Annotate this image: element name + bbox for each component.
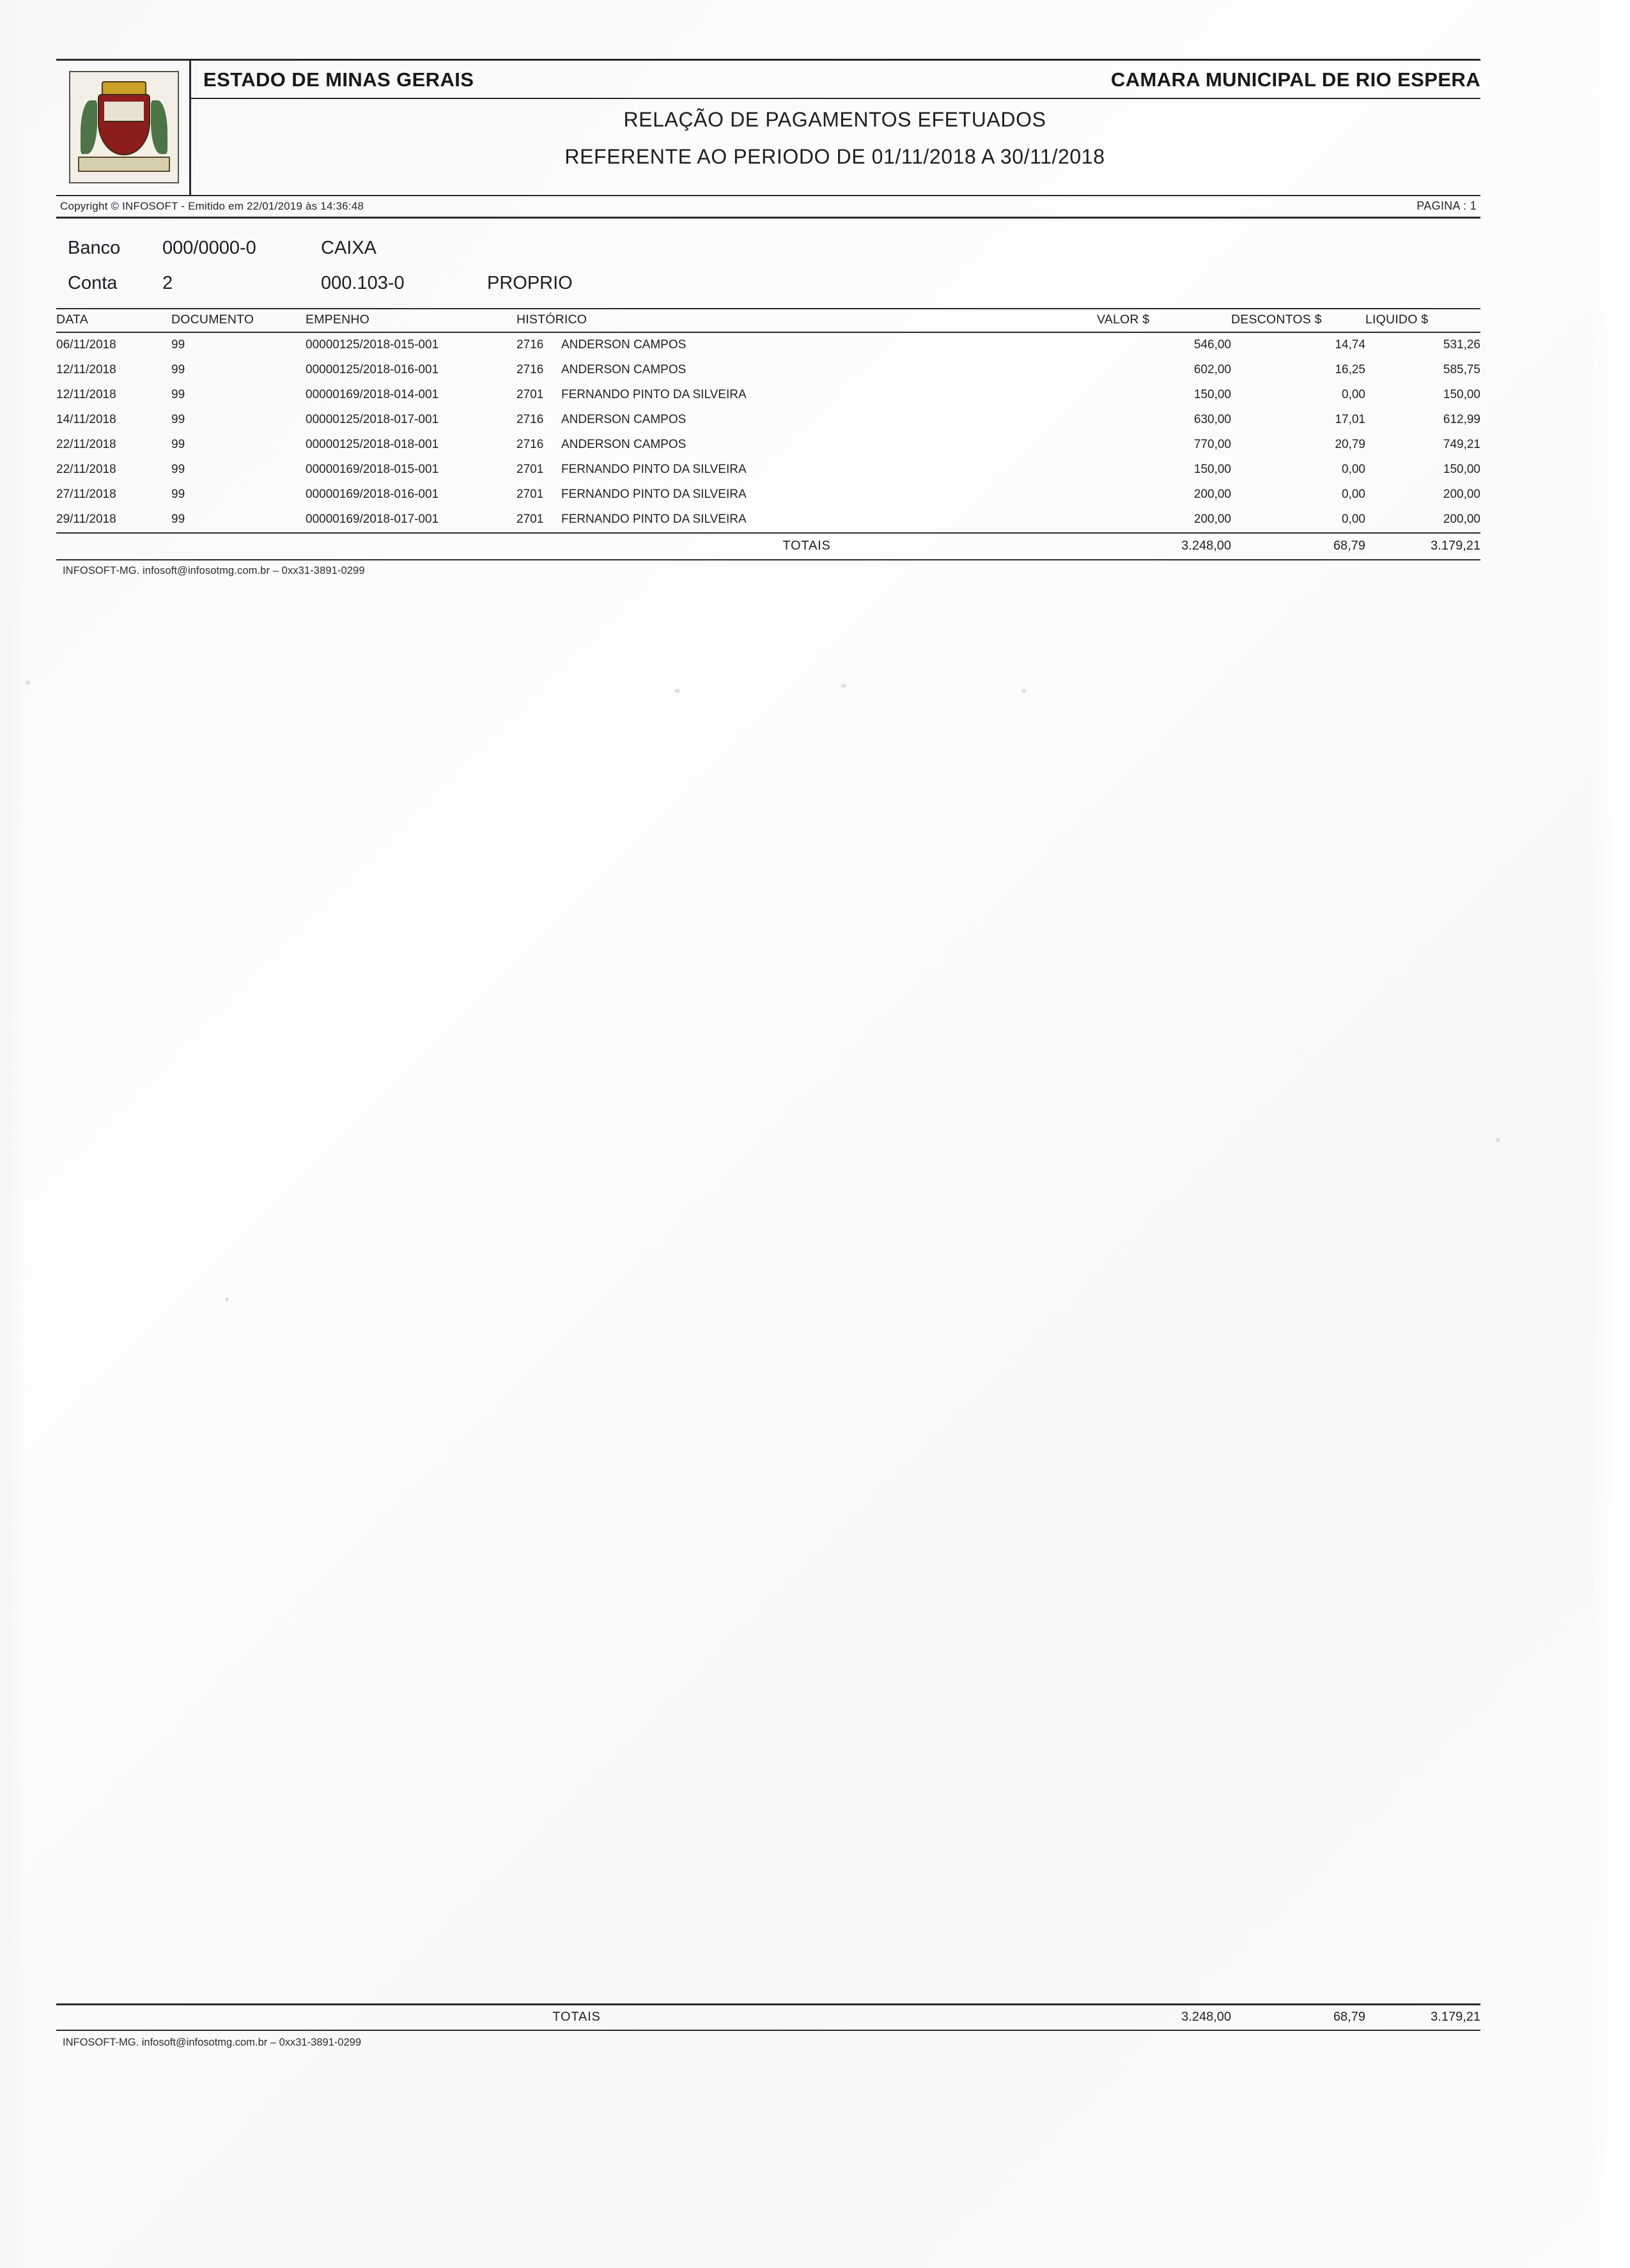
col-header-valor: VALOR $: [1097, 309, 1231, 332]
page-footer-spacer: [56, 2005, 346, 2030]
table-row: [56, 507, 1480, 533]
historico-name: ANDERSON CAMPOS: [561, 363, 687, 376]
scan-speck: [1021, 689, 1027, 693]
cell-liquido: 531,26: [1443, 338, 1480, 351]
col-header-documento: DOCUMENTO: [171, 309, 306, 332]
page-footer-totals-valor: 3.248,00: [1097, 2005, 1231, 2030]
report-header: [56, 59, 1480, 219]
table-row: [56, 433, 1480, 458]
page-footer-spacer-2: [807, 2005, 1097, 2030]
crest-shield: [98, 94, 150, 155]
cell-historico: [516, 408, 1097, 433]
bank-code: 000/0000-0: [162, 238, 256, 258]
cell-historico: [516, 358, 1097, 383]
cell-descontos: 0,00: [1342, 513, 1365, 526]
cell-descontos: 0,00: [1342, 388, 1365, 401]
payments-table-head: [56, 309, 1480, 332]
cell-liquido: 150,00: [1443, 388, 1480, 401]
scan-speck: [1496, 1138, 1500, 1142]
crest-wreath-left: [81, 100, 97, 154]
payments-table-wrap: [56, 308, 1480, 577]
historico-code: 2716: [516, 363, 544, 376]
page-footer: [56, 2003, 1480, 2049]
cell-valor: 200,00: [1193, 488, 1231, 501]
cell-descontos: 14,74: [1335, 338, 1365, 351]
historico-name: FERNANDO PINTO DA SILVEIRA: [561, 513, 747, 526]
col-header-liquido: LIQUIDO $: [1365, 309, 1480, 332]
cell-liquido: 200,00: [1443, 488, 1480, 501]
table-header-row: [56, 309, 1480, 332]
page-footer-totals-descontos: 68,79: [1231, 2005, 1365, 2030]
cell-valor: 630,00: [1193, 413, 1231, 426]
historico-code: 2701: [516, 388, 544, 401]
cell-descontos: 0,00: [1342, 488, 1365, 501]
cell-liquido: 150,00: [1443, 463, 1480, 476]
table-row: [56, 408, 1480, 433]
coat-of-arms-icon: [69, 71, 179, 183]
cell-empenho: 00000125/2018-018-001: [306, 438, 439, 451]
scan-edge-left: [0, 0, 26, 2268]
cell-documento: 99: [171, 488, 185, 501]
cell-empenho: 00000125/2018-017-001: [306, 413, 439, 426]
scan-edge-right: [1592, 0, 1630, 2268]
section-footer-note: INFOSOFT-MG. infosoft@infosotmg.com.br – 0xx31-3891-0299: [63, 565, 365, 576]
historico-code: 2701: [516, 513, 544, 526]
cell-liquido: 749,21: [1443, 438, 1480, 451]
cell-empenho: 00000125/2018-015-001: [306, 338, 439, 351]
cell-historico: [516, 433, 1097, 458]
cell-empenho: 00000169/2018-015-001: [306, 463, 439, 476]
cell-historico: [516, 507, 1097, 533]
payments-table-body: [56, 332, 1480, 560]
cell-valor: 150,00: [1193, 463, 1231, 476]
copyright-text: Copyright © INFOSOFT - Emitido em 22/01/2019 às 14:36:48: [60, 199, 364, 212]
cell-valor: 770,00: [1193, 438, 1231, 451]
page-number-label: PAGINA : 1: [1417, 199, 1477, 212]
scan-speck: [841, 684, 846, 688]
page-footer-totals-row: [56, 2005, 1480, 2030]
cell-descontos: 17,01: [1335, 413, 1365, 426]
cell-data: 14/11/2018: [56, 413, 116, 426]
entity-title: CAMARA MUNICIPAL DE RIO ESPERA: [1110, 68, 1480, 91]
cell-data: 12/11/2018: [56, 388, 116, 401]
state-title: ESTADO DE MINAS GERAIS: [203, 68, 474, 91]
header-meta-row: [56, 196, 1480, 217]
page-footer-note: INFOSOFT-MG. infosoft@infosotmg.com.br – 0xx31-3891-0299: [63, 2037, 362, 2048]
historico-name: ANDERSON CAMPOS: [561, 413, 687, 426]
page-footer-totals-label: TOTAIS: [346, 2005, 807, 2030]
table-row: [56, 482, 1480, 507]
cell-data: 27/11/2018: [56, 488, 116, 501]
cell-empenho: 00000169/2018-016-001: [306, 488, 439, 501]
account-name: PROPRIO: [487, 273, 573, 293]
cell-documento: 99: [171, 363, 185, 376]
col-header-historico: HISTÓRICO: [516, 309, 1097, 332]
cell-liquido: 612,99: [1443, 413, 1480, 426]
cell-descontos: 0,00: [1342, 463, 1365, 476]
totals-spacer: [56, 533, 516, 560]
cell-data: 06/11/2018: [56, 338, 116, 351]
cell-valor: 200,00: [1193, 513, 1231, 526]
cell-liquido: 200,00: [1443, 513, 1480, 526]
cell-documento: 99: [171, 513, 185, 526]
account-code: 000.103-0: [321, 273, 405, 293]
scan-speck: [225, 1297, 229, 1301]
bank-label: Banco: [68, 238, 121, 258]
cell-empenho: 00000169/2018-014-001: [306, 388, 439, 401]
cell-data: 29/11/2018: [56, 513, 116, 526]
table-row: [56, 332, 1480, 358]
page-footer-totals-table: [56, 2005, 1480, 2031]
totals-label: TOTAIS: [516, 533, 1097, 560]
historico-code: 2716: [516, 338, 544, 351]
col-header-descontos: DESCONTOS $: [1231, 309, 1365, 332]
cell-descontos: 20,79: [1335, 438, 1365, 451]
totals-descontos: 68,79: [1231, 533, 1365, 560]
cell-liquido: 585,75: [1443, 363, 1480, 376]
historico-code: 2701: [516, 488, 544, 501]
account-number: 2: [162, 273, 173, 293]
historico-name: ANDERSON CAMPOS: [561, 438, 687, 451]
crest-ribbon: [78, 157, 170, 172]
bank-name: CAIXA: [321, 238, 377, 258]
cell-data: 22/11/2018: [56, 438, 116, 451]
bank-line: [68, 238, 1480, 259]
report-period: REFERENTE AO PERIODO DE 01/11/2018 A 30/11/2018: [564, 145, 1105, 168]
cell-documento: 99: [171, 463, 185, 476]
report-title: RELAÇÃO DE PAGAMENTOS EFETUADOS: [623, 108, 1046, 131]
cell-documento: 99: [171, 388, 185, 401]
cell-historico: [516, 482, 1097, 507]
cell-documento: 99: [171, 338, 185, 351]
table-row: [56, 383, 1480, 408]
historico-name: FERNANDO PINTO DA SILVEIRA: [561, 463, 747, 476]
col-header-data: DATA: [56, 309, 171, 332]
header-underline: [189, 98, 1480, 99]
account-line: [68, 273, 1480, 294]
historico-code: 2701: [516, 463, 544, 476]
historico-name: ANDERSON CAMPOS: [561, 338, 687, 351]
cell-valor: 602,00: [1193, 363, 1231, 376]
cell-historico: [516, 458, 1097, 482]
crest-wreath-right: [151, 100, 167, 154]
bank-account-block: [56, 238, 1480, 294]
cell-empenho: 00000125/2018-016-001: [306, 363, 439, 376]
report-body: [56, 59, 1480, 577]
account-label: Conta: [68, 273, 118, 293]
cell-historico: [516, 332, 1097, 358]
header-rule-bottom: [56, 217, 1480, 219]
table-row: [56, 458, 1480, 482]
col-header-empenho: EMPENHO: [306, 309, 516, 332]
scan-speck: [26, 681, 30, 685]
historico-name: FERNANDO PINTO DA SILVEIRA: [561, 488, 747, 501]
cell-historico: [516, 383, 1097, 408]
page-footer-totals-liquido: 3.179,21: [1365, 2005, 1480, 2030]
cell-valor: 150,00: [1193, 388, 1231, 401]
scan-speck: [674, 689, 680, 693]
cell-empenho: 00000169/2018-017-001: [306, 513, 439, 526]
cell-data: 12/11/2018: [56, 363, 116, 376]
historico-code: 2716: [516, 438, 544, 451]
cell-valor: 546,00: [1193, 338, 1231, 351]
cell-data: 22/11/2018: [56, 463, 116, 476]
table-row: [56, 358, 1480, 383]
table-totals-row: [56, 533, 1480, 560]
cell-documento: 99: [171, 413, 185, 426]
totals-liquido: 3.179,21: [1365, 533, 1480, 560]
cell-documento: 99: [171, 438, 185, 451]
totals-valor: 3.248,00: [1097, 533, 1231, 560]
payments-table: [56, 308, 1480, 560]
historico-code: 2716: [516, 413, 544, 426]
cell-descontos: 16,25: [1335, 363, 1365, 376]
historico-name: FERNANDO PINTO DA SILVEIRA: [561, 388, 747, 401]
